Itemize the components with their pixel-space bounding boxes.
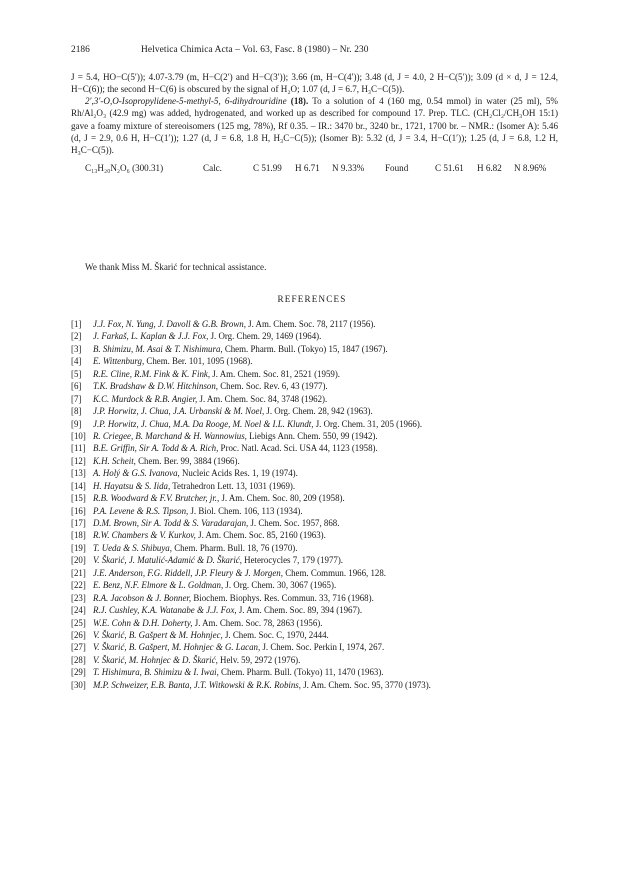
reference-item (71, 529, 561, 541)
reference-entry (93, 343, 388, 355)
reference-number: [7] (71, 393, 82, 404)
reference-authors: J. Farkaš, L. Kaplan & J.J. Fox, (93, 331, 209, 342)
reference-number: [16] (71, 505, 86, 516)
reference-number: [23] (71, 592, 86, 603)
reference-item (71, 430, 561, 442)
reference-authors: K.H. Scheit, (93, 455, 136, 466)
reference-item (71, 418, 561, 430)
reference-citation: Heterocycles 7, 179 (1977). (241, 555, 343, 566)
reference-number: [10] (71, 430, 86, 441)
reference-item (71, 567, 561, 579)
reference-entry (93, 505, 303, 517)
reference-authors: P.A. Levene & R.S. Tipson, (93, 505, 189, 516)
running-title: Helvetica Chimica Acta – Vol. 63, Fasc. 8 (1980) – Nr. 230 (141, 45, 369, 55)
reference-entry (93, 492, 345, 504)
reference-number: [8] (71, 406, 82, 417)
reference-citation: Proc. Natl. Acad. Sci. USA 44, 1123 (1958). (218, 443, 378, 454)
elemental-analysis (71, 162, 558, 174)
reference-authors: V. Škarić, B. Gašpert, M. Hohnjec & G. Lacan, (93, 642, 261, 653)
reference-item (71, 405, 561, 417)
reference-number: [20] (71, 555, 86, 566)
reference-citation: Chem. Pharm. Bull. (Tokyo) 11, 1470 (1963). (218, 667, 384, 678)
reference-citation: Chem. Pharm. Bull. (Tokyo) 15, 1847 (1967). (222, 343, 388, 354)
page-number: 2186 (71, 45, 90, 55)
reference-item (71, 492, 561, 504)
reference-authors: T.K. Bradshaw & D.W. Hitchinson, (93, 381, 219, 392)
reference-number: [17] (71, 518, 86, 528)
reference-entry (93, 604, 362, 616)
reference-number: [25] (71, 617, 86, 628)
reference-entry (93, 567, 386, 579)
reference-authors: V. Škarić, M. Hohnjec & D. Škarić, (93, 654, 218, 665)
reference-item (71, 604, 561, 616)
reference-entry (93, 554, 343, 566)
reference-entry (93, 442, 378, 454)
reference-entry (93, 318, 376, 330)
nmr-continuation-paragraph: J = 5.4, HO−C(5′)); 4.07-3.79 (m, H−C(2′) and H−C(3′)); 3.66 (m, H−C(4′)); 3.48 (d, J = 4.0, 2 H−C(5′)); 3.09 (d × d, J = 12.4, H−C(6)); the second H−C(6) is obscured by the signal of H₂O; 1.07 (d, J = 6.7, H₃C−C(5)). (71, 72, 558, 95)
reference-entry (93, 529, 326, 541)
reference-authors: R.E. Cline, R.M. Fink & K. Fink, (93, 368, 211, 379)
reference-entry (93, 368, 340, 380)
reference-entry (93, 430, 378, 442)
reference-item (71, 629, 561, 641)
experimental-text (71, 71, 558, 174)
reference-entry (93, 641, 384, 653)
reference-number: [30] (71, 679, 86, 690)
reference-authors: V. Škarić, B. Gašpert & M. Hohnjec, (93, 629, 223, 640)
acknowledgement: We thank Miss M. Škarić for technical assistance. (85, 262, 267, 272)
reference-authors: T. Hishimura, B. Shimizu & I. Iwai, (93, 667, 219, 678)
reference-number: [12] (71, 455, 86, 466)
reference-citation: J. Am. Chem. Soc. 81, 2521 (1959). (210, 368, 340, 379)
reference-entry (93, 380, 328, 392)
analysis-found-label: Found (385, 163, 409, 174)
reference-entry (93, 405, 373, 417)
reference-entry (93, 393, 327, 405)
analysis-found-n: N 8.96% (514, 163, 547, 174)
reference-number: [27] (71, 642, 86, 653)
analysis-calc-h: H 6.71 (295, 163, 320, 174)
reference-authors: B.E. Griffin, Sir A. Todd & A. Rich, (93, 443, 219, 454)
reference-number: [3] (71, 343, 82, 354)
reference-item (71, 442, 561, 454)
reference-item (71, 343, 561, 355)
reference-item (71, 579, 561, 591)
reference-item (71, 666, 561, 678)
running-header (71, 45, 551, 55)
reference-number: [22] (71, 580, 86, 591)
reference-entry (93, 355, 252, 367)
reference-entry (93, 542, 297, 554)
reference-entry (93, 679, 431, 691)
analysis-found-h: H 6.82 (477, 163, 502, 174)
reference-item (71, 505, 561, 517)
reference-citation: J. Am. Chem. Soc. 80, 209 (1958). (219, 493, 345, 504)
reference-list (71, 318, 561, 691)
compound-18-paragraph (71, 95, 558, 156)
reference-entry (93, 418, 422, 430)
reference-number: [4] (71, 356, 82, 367)
reference-entry (93, 629, 329, 641)
reference-item (71, 592, 561, 604)
reference-number: [15] (71, 493, 86, 504)
reference-citation: Chem. Commun. 1966, 128. (282, 567, 387, 578)
reference-item (71, 679, 561, 691)
reference-authors: E. Wittenburg, (93, 356, 145, 367)
reference-item (71, 455, 561, 467)
reference-number: [9] (71, 418, 82, 429)
reference-citation: J. Am. Chem. Soc. 95, 3770 (1973). (300, 679, 431, 690)
reference-number: [1] (71, 319, 82, 329)
reference-item (71, 380, 561, 392)
reference-item (71, 355, 561, 367)
reference-item (71, 654, 561, 666)
reference-entry (93, 330, 321, 342)
analysis-found-c: C 51.61 (435, 163, 464, 174)
reference-citation: Chem. Soc. Rev. 6, 43 (1977). (218, 381, 328, 392)
reference-citation: J. Chem. Soc. Perkin I, 1974, 267. (260, 642, 385, 653)
reference-item (71, 467, 561, 479)
reference-authors: M.P. Schweizer, E.B. Banta, J.T. Witkowski & R.K. Robins, (93, 679, 301, 690)
reference-item (71, 641, 561, 653)
reference-authors: R.W. Chambers & V. Kurkov, (93, 530, 196, 541)
reference-authors: J.P. Horwitz, J. Chua, J.A. Urbanski & M. Noel, (93, 406, 265, 417)
reference-citation: Liebigs Ann. Chem. 550, 99 (1942). (246, 430, 378, 441)
reference-authors: W.E. Cohn & D.H. Doherty, (93, 617, 193, 628)
reference-item (71, 480, 561, 492)
compound-procedure: To a solution of 4 (160 mg, 0.54 mmol) in water (25 ml), 5% Rh/Al₂O₃ (42.9 mg) was added, hydrogenated, and worked up as described for compound 17. Prep. TLC. (CH₂Cl₂/CH₃OH 15:1) gave a foamy mixture of stereoisomers (125 mg, 78%), Rf 0.35. – IR.: 3470 br., 3240 br., 1721, 1700 br. – NMR.: (Isomer A): 5.46 (d, J = 2.9, 0.6 H, H−C(1′)); 1.27 (d, J = 6.8, 1.8 H, H₃C−C(5)); (Isomer B): 5.32 (d, J = 3.4, H−C(1′)); 1.25 (d, J = 6.8, 1.2 H, H₃C−C(5)). (71, 96, 558, 155)
reference-entry (93, 480, 295, 492)
reference-authors: J.J. Fox, N. Yung, J. Davoll & G.B. Brown, (93, 319, 246, 329)
reference-authors: B. Shimizu, M. Asai & T. Nishimura, (93, 343, 223, 354)
reference-citation: J. Am. Chem. Soc. 85, 2160 (1963). (195, 530, 326, 541)
reference-citation: J. Org. Chem. 28, 942 (1963). (264, 406, 373, 417)
references-heading: REFERENCES (277, 294, 347, 304)
reference-authors: K.C. Murdock & R.B. Angier, (93, 393, 198, 404)
reference-citation: Chem. Ber. 101, 1095 (1968). (144, 356, 253, 367)
reference-number: [26] (71, 629, 86, 640)
reference-number: [11] (71, 443, 86, 454)
reference-number: [24] (71, 605, 86, 616)
reference-entry (93, 592, 374, 604)
reference-citation: Biochem. Biophys. Res. Commun. 33, 716 (1968). (191, 592, 374, 603)
reference-citation: Chem. Pharm. Bull. 18, 76 (1970). (171, 542, 298, 553)
reference-item (71, 542, 561, 554)
reference-item (71, 318, 561, 330)
reference-number: [5] (71, 368, 82, 379)
reference-citation: J. Biol. Chem. 106, 113 (1934). (188, 505, 303, 516)
reference-citation: J. Chem. Soc. C, 1970, 2444. (222, 629, 329, 640)
compound-title: 2′,3′-O,O-Isopropylidene-5-methyl-5, 6-dihydrouridine (85, 96, 287, 107)
reference-authors: V. Škarić, J. Matulić-Adamić & D. Škarić, (93, 555, 242, 566)
reference-authors: E. Benz, N.F. Elmore & L. Goldman, (93, 580, 224, 591)
analysis-calc-n: N 9.33% (332, 163, 365, 174)
reference-citation: J. Am. Chem. Soc. 84, 3748 (1962). (197, 393, 328, 404)
analysis-calc-label: Calc. (203, 163, 222, 174)
reference-number: [19] (71, 542, 86, 553)
reference-entry (93, 579, 336, 591)
reference-authors: H. Hayatsu & S. Iida, (93, 480, 171, 491)
reference-authors: D.M. Brown, Sir A. Todd & S. Varadarajan, (93, 518, 249, 528)
reference-authors: J.P. Horwitz, J. Chua, M.A. Da Rooge, M. Noel & I.L. Klundt, (93, 418, 314, 429)
reference-authors: R. Criegee, B. Marchand & H. Wannowius, (93, 430, 247, 441)
reference-number: [2] (71, 331, 82, 342)
reference-item (71, 517, 561, 529)
reference-citation: J. Org. Chem. 30, 3067 (1965). (223, 580, 337, 591)
reference-authors: R.J. Cushley, K.A. Watanabe & J.J. Fox, (93, 605, 237, 616)
analysis-formula: C₁₃H₂₀N₂O₆ (300.31) (85, 163, 164, 174)
reference-entry (93, 467, 298, 479)
reference-authors: R.A. Jacobson & J. Bonner, (93, 592, 192, 603)
reference-citation: Nucleic Acids Res. 1, 19 (1974). (179, 468, 298, 479)
reference-entry (93, 455, 240, 467)
reference-item (71, 330, 561, 342)
reference-entry (93, 666, 384, 678)
reference-item (71, 393, 561, 405)
reference-number: [6] (71, 381, 82, 392)
reference-authors: T. Ueda & S. Shibuya, (93, 542, 172, 553)
reference-item (71, 617, 561, 629)
compound-number: (18). (286, 96, 309, 107)
reference-citation: Chem. Ber. 99, 3884 (1966). (135, 455, 240, 466)
reference-citation: J. Am. Chem. Soc. 89, 394 (1967). (236, 605, 363, 616)
reference-entry (93, 617, 322, 629)
reference-authors: J.E. Anderson, F.G. Riddell, J.P. Fleury & J. Morgen, (93, 567, 283, 578)
reference-number: [28] (71, 654, 86, 665)
reference-citation: J. Am. Chem. Soc. 78, 2117 (1956). (245, 319, 376, 329)
reference-citation: J. Chem. Soc. 1957, 868. (248, 518, 340, 528)
reference-number: [14] (71, 480, 86, 491)
reference-citation: Helv. 59, 2972 (1976). (217, 654, 301, 665)
reference-citation: J. Am. Chem. Soc. 78, 2863 (1956). (192, 617, 323, 628)
reference-citation: J. Org. Chem. 31, 205 (1966). (313, 418, 423, 429)
reference-entry (93, 654, 300, 666)
reference-entry (93, 517, 339, 529)
reference-citation: J. Org. Chem. 29, 1469 (1964). (208, 331, 322, 342)
reference-item (71, 368, 561, 380)
reference-item (71, 554, 561, 566)
reference-citation: Tetrahedron Lett. 13, 1031 (1969). (170, 480, 296, 491)
reference-number: [18] (71, 530, 86, 541)
reference-number: [29] (71, 667, 86, 678)
reference-authors: A. Holý & G.S. Ivanova, (93, 468, 180, 479)
reference-number: [13] (71, 468, 86, 479)
analysis-calc-c: C 51.99 (253, 163, 282, 174)
reference-number: [21] (71, 567, 86, 578)
reference-authors: R.B. Woodward & F.V. Brutcher, jr., (93, 493, 220, 504)
